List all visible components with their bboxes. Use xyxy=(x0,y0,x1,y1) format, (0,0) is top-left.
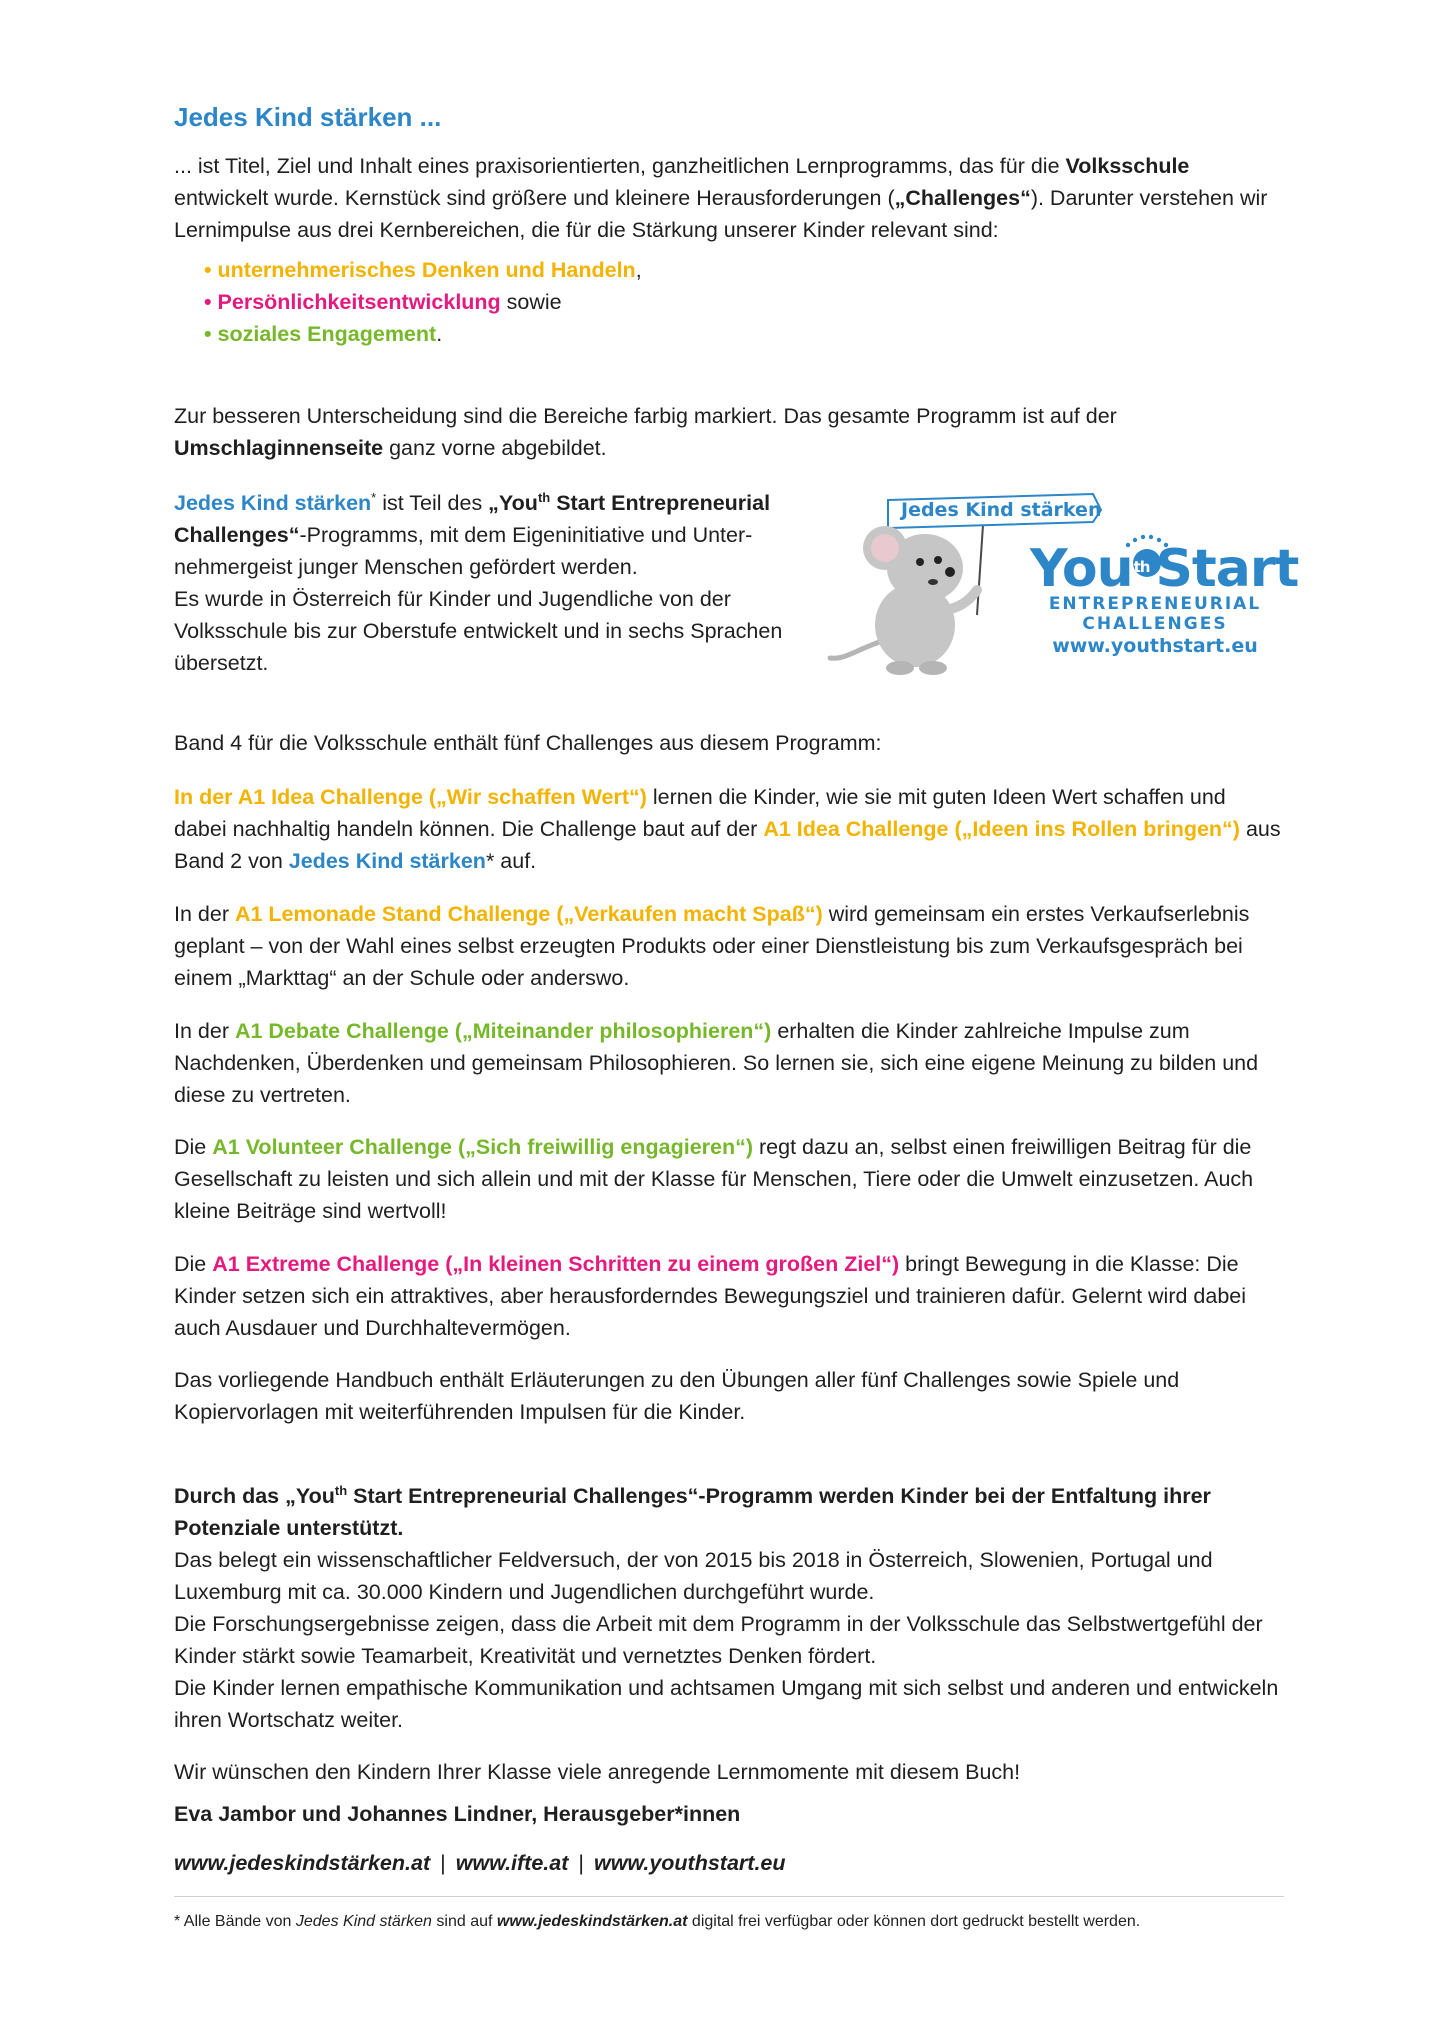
volunteer-text-2: regt dazu an, selbst einen freiwilligen Beitrag für die Gesellschaft zu leisten und sich allein und mit der Klasse für Menschen, Tiere oder die Umwelt einzusetzen. Auch kleine Beiträge sind wertvoll! xyxy=(174,1135,1254,1223)
band-paragraph xyxy=(174,727,1284,759)
research-text-2: Die Forschungsergebnisse zeigen, dass die Arbeit mit dem Programm in der Volksschule das Selbstwertgefühl der Kinder stärkt sowie Teamarbeit, Kreativität und vernetztes Denken fördert. xyxy=(174,1612,1263,1668)
band-text: Band 4 für die Volksschule enthält fünf Challenges aus diesem Programm: xyxy=(174,731,882,755)
jedes-kind-staerken-label: Jedes Kind stärken xyxy=(174,491,372,515)
debate-text-2: erhalten die Kinder zahlreiche Impulse zum Nachdenken, Überdenken und gemeinsam Philosophieren. So lernen sie, sich eine eigene Meinung zu bilden und diese zu vertreten. xyxy=(174,1019,1259,1107)
link-jedeskindstaerken[interactable]: www.jedeskindstärken.at xyxy=(174,1851,431,1875)
bullet-label-green: soziales Engagement xyxy=(217,322,437,346)
extreme-text-2: bringt Bewegung in die Klasse: Die Kinder setzen sich ein attraktives, aber herausforderndes Bewegungsziel und trainieren dafür. Gelernt wird dabei auch Ausdauer und Durchhaltevermögen. xyxy=(174,1252,1247,1340)
debate-paragraph xyxy=(174,1015,1284,1111)
debate-challenge-label: A1 Debate Challenge („Miteinander philosophieren“) xyxy=(234,1019,772,1043)
cover-text-1: Zur besseren Unterscheidung sind die Bereiche farbig markiert. Das gesamte Programm ist auf der xyxy=(174,404,1117,428)
intro-bold-volksschule: Volksschule xyxy=(1065,154,1190,178)
wish-text: Wir wünschen den Kindern Ihrer Klasse viele anregende Lernmomente mit diesem Buch! xyxy=(174,1760,1021,1784)
bullet-suffix: , xyxy=(635,258,642,282)
signature: Eva Jambor und Johannes Lindner, Herausgeber*innen xyxy=(174,1802,741,1826)
list-item xyxy=(204,254,1284,286)
idea-text-3: * auf. xyxy=(485,849,537,873)
research-section xyxy=(174,1480,1284,1736)
footnote-text-1: * Alle Bände von xyxy=(174,1913,296,1930)
youthstart-logo xyxy=(1030,539,1299,658)
title-block xyxy=(174,100,1284,134)
research-text-3: Die Kinder lernen empathische Kommunikation und achtsamen Umgang mit sich selbst und anderen und entwickeln ihren Wortschatz weiter. xyxy=(174,1676,1279,1732)
bullet-suffix: . xyxy=(436,322,443,346)
extreme-paragraph xyxy=(174,1248,1284,1344)
extreme-challenge-label: A1 Extreme Challenge („In kleinen Schritten zu einem großen Ziel“) xyxy=(212,1252,900,1276)
footnote-text-3: digital frei verfügbar oder können dort gedruckt bestellt werden. xyxy=(687,1913,1141,1930)
intro-text-1: ... ist Titel, Ziel und Inhalt eines praxisorientierten, ganzheitlichen Lernprogramms, das für die xyxy=(174,154,1066,178)
logo-th: th xyxy=(1133,558,1150,576)
flag-text: Jedes Kind stärken xyxy=(901,499,1102,521)
cover-bold: Umschlaginnenseite xyxy=(174,436,384,460)
volunteer-paragraph xyxy=(174,1131,1284,1227)
bullet-dot: • xyxy=(204,258,212,282)
logo-start: Start xyxy=(1155,539,1299,599)
jedes-kind-staerken-label: Jedes Kind stärken xyxy=(288,849,486,873)
bullet-dot: • xyxy=(204,322,212,346)
link-ifte[interactable]: www.ifte.at xyxy=(455,1851,569,1875)
intro-text-3: ). Darunter verstehen wir Lernimpulse aus drei Kernbereichen, die für die Stärkung unserer Kinder relevant sind: xyxy=(174,186,1268,242)
wish-paragraph xyxy=(174,1756,1284,1830)
youthstart-paragraph xyxy=(174,487,829,679)
logo-challenges: CHALLENGES xyxy=(1082,614,1228,634)
ys-text-1: ist Teil des xyxy=(376,491,489,515)
lemonade-text-1: In der xyxy=(174,902,235,926)
lemonade-paragraph xyxy=(174,898,1284,994)
bullet-dot: • xyxy=(204,290,212,314)
intro-bold-challenges: „Challenges“ xyxy=(894,186,1031,210)
cover-text-2: ganz vorne abgebildet. xyxy=(383,436,607,460)
lemonade-text-2: wird gemeinsam ein erstes Verkaufserlebnis geplant – von der Wahl eines selbst erzeugten Produkts oder einer Dienstleistung bis zum Verkaufsgespräch bei einem „Markttag“ an der Schule oder anderswo. xyxy=(174,902,1250,990)
footnote-divider xyxy=(174,1896,1284,1897)
core-areas-list xyxy=(174,254,1284,350)
research-text-1: Das belegt ein wissenschaftlicher Feldversuch, der von 2015 bis 2018 in Österreich, Slowenien, Portugal und Luxemburg mit ca. 30.000 Kindern und Jugendlichen durchgeführt wurde. xyxy=(174,1548,1213,1604)
link-separator: | xyxy=(578,1851,584,1875)
footnote-link[interactable]: www.jedeskindstärken.at xyxy=(496,1913,688,1930)
volunteer-text-1: Die xyxy=(174,1135,213,1159)
bullet-label-pink: Persönlichkeitsentwicklung xyxy=(217,290,501,314)
page-title: Jedes Kind stärken ... xyxy=(174,102,442,132)
volunteer-challenge-label: A1 Volunteer Challenge („Sich freiwillig engagieren“) xyxy=(212,1135,754,1159)
youthstart-logo-illustration xyxy=(825,490,1299,680)
idea-text-2: aus Band 2 von xyxy=(174,817,1281,873)
logo-url: www.youthstart.eu xyxy=(1052,635,1258,657)
list-item xyxy=(204,286,1284,318)
footnote-text-2: sind auf xyxy=(431,1913,497,1930)
bullet-suffix: sowie xyxy=(500,290,562,314)
asterisk: * xyxy=(371,489,377,505)
ys-bold-sup: th xyxy=(537,489,551,505)
logo-entrepreneurial: ENTREPRENEURIAL xyxy=(1048,594,1262,614)
logo-you: You xyxy=(1030,539,1133,599)
ys-bold-a: „You xyxy=(488,491,538,515)
link-youthstart[interactable]: www.youthstart.eu xyxy=(593,1851,786,1875)
idea-text-1: lernen die Kinder, wie sie mit guten Ideen Wert schaffen und dabei nachhaltig handeln können. Die Challenge baut auf der xyxy=(174,785,1226,841)
idea-challenge-label-2: A1 Idea Challenge („Ideen ins Rollen bringen“) xyxy=(763,817,1240,841)
list-item xyxy=(204,318,1284,350)
handbook-text: Das vorliegende Handbuch enthält Erläuterungen zu den Übungen aller fünf Challenges sowie Spiele und Kopiervorlagen mit weiterführenden Impulsen für die Kinder. xyxy=(174,1368,1180,1424)
links-row xyxy=(174,1847,1284,1879)
cover-paragraph xyxy=(174,400,1284,464)
extreme-text-1: Die xyxy=(174,1252,213,1276)
research-heading-b: Start Entrepreneurial Challenges“-Programm werden Kinder bei der Entfaltung ihrer Potenziale unterstützt. xyxy=(174,1484,1211,1540)
footnote xyxy=(174,1910,1284,1934)
research-heading-sup: th xyxy=(334,1482,348,1498)
debate-text-1: In der xyxy=(174,1019,235,1043)
lemonade-challenge-label: A1 Lemonade Stand Challenge („Verkaufen macht Spaß“) xyxy=(234,902,823,926)
intro-paragraph xyxy=(174,150,1284,350)
research-heading-a: Durch das „You xyxy=(174,1484,335,1508)
handbook-paragraph xyxy=(174,1364,1284,1428)
footnote-italic: Jedes Kind stärken xyxy=(295,1913,432,1930)
ys-bold-b: Start Entrepreneurial Challenges“ xyxy=(174,491,771,547)
ys-text-3: Es wurde in Österreich für Kinder und Jugendliche von der Volksschule bis zur Oberstufe entwickelt und in sechs Sprachen übersetzt. xyxy=(174,587,783,675)
intro-text-2: entwickelt wurde. Kernstück sind größere und kleinere Herausforderungen ( xyxy=(174,186,895,210)
bullet-label-orange: unternehmerisches Denken und Handeln xyxy=(217,258,636,282)
idea-paragraph xyxy=(174,781,1284,877)
link-separator: | xyxy=(440,1851,446,1875)
idea-challenge-label: In der A1 Idea Challenge („Wir schaffen Wert“) xyxy=(174,785,647,809)
ys-text-2: -Programms, mit dem Eigeninitiative und Unternehmergeist junger Menschen gefördert werden. xyxy=(174,523,753,579)
